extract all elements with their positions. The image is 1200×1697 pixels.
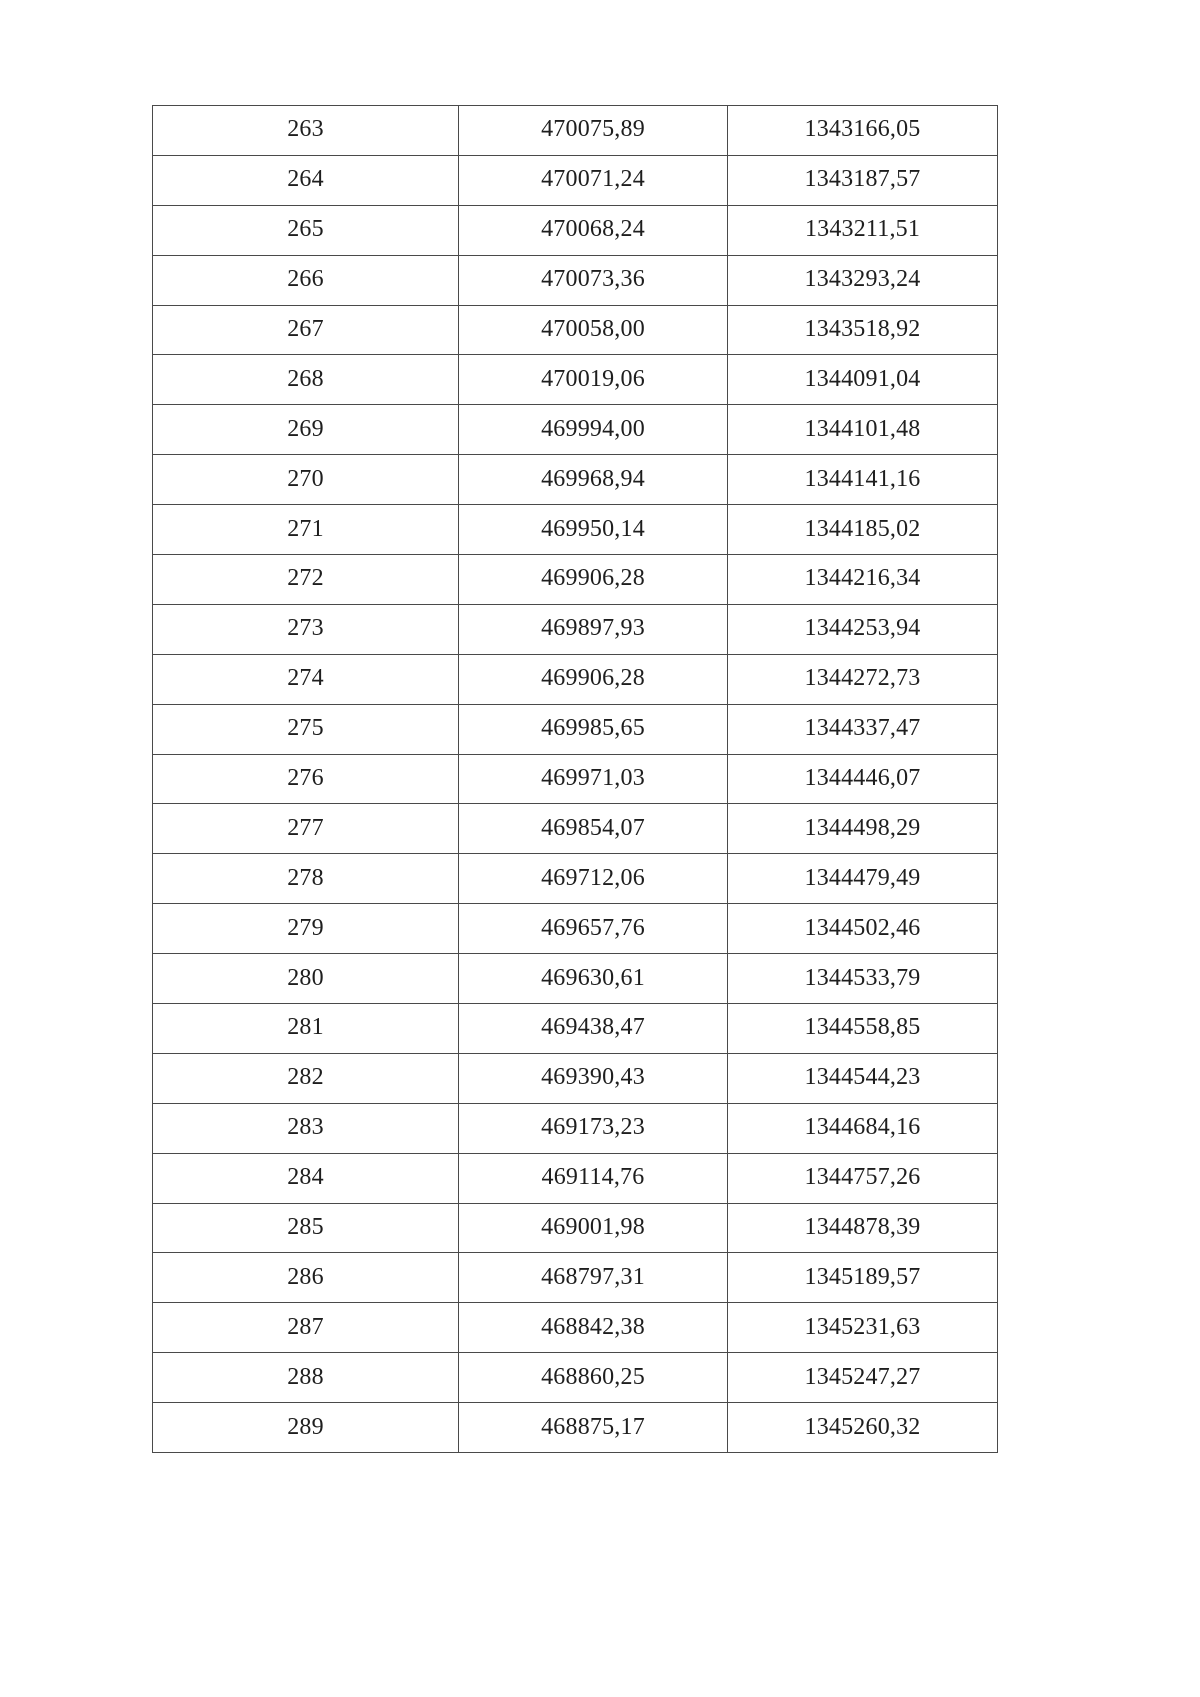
- table-body: [153, 106, 998, 1453]
- coordinate-1-cell: 469906,28: [459, 555, 728, 605]
- coordinate-2-cell: 1344185,02: [728, 505, 998, 555]
- table-row: [153, 1103, 998, 1153]
- table-row: [153, 854, 998, 904]
- point-number-cell: 283: [153, 1103, 459, 1153]
- point-number-cell: 284: [153, 1153, 459, 1203]
- point-number-cell: 288: [153, 1353, 459, 1403]
- coordinate-2-cell: 1344502,46: [728, 904, 998, 954]
- coordinate-1-cell: 469630,61: [459, 954, 728, 1004]
- table-row: [153, 954, 998, 1004]
- table-row: [153, 305, 998, 355]
- coordinate-2-cell: 1344091,04: [728, 355, 998, 405]
- point-number-cell: 286: [153, 1253, 459, 1303]
- coordinate-1-cell: 469001,98: [459, 1203, 728, 1253]
- point-number-cell: 266: [153, 255, 459, 305]
- point-number-cell: 278: [153, 854, 459, 904]
- table-row: [153, 255, 998, 305]
- point-number-cell: 277: [153, 804, 459, 854]
- point-number-cell: 269: [153, 405, 459, 455]
- coordinate-1-cell: 468842,38: [459, 1303, 728, 1353]
- point-number-cell: 264: [153, 155, 459, 205]
- coordinate-2-cell: 1343518,92: [728, 305, 998, 355]
- coordinate-2-cell: 1344479,49: [728, 854, 998, 904]
- table-row: [153, 654, 998, 704]
- point-number-cell: 275: [153, 704, 459, 754]
- point-number-cell: 287: [153, 1303, 459, 1353]
- coordinate-2-cell: 1343211,51: [728, 205, 998, 255]
- table-row: [153, 804, 998, 854]
- table-row: [153, 555, 998, 605]
- table-row: [153, 604, 998, 654]
- coordinate-1-cell: 468797,31: [459, 1253, 728, 1303]
- coordinate-1-cell: 469985,65: [459, 704, 728, 754]
- coordinate-2-cell: 1344533,79: [728, 954, 998, 1004]
- table-row: [153, 1203, 998, 1253]
- coordinate-2-cell: 1345189,57: [728, 1253, 998, 1303]
- table-row: [153, 754, 998, 804]
- table-row: [153, 106, 998, 156]
- coordinate-1-cell: 470071,24: [459, 155, 728, 205]
- table-row: [153, 405, 998, 455]
- coordinate-1-cell: 468875,17: [459, 1403, 728, 1453]
- point-number-cell: 280: [153, 954, 459, 1004]
- coordinate-1-cell: 470058,00: [459, 305, 728, 355]
- point-number-cell: 263: [153, 106, 459, 156]
- coordinate-1-cell: 469950,14: [459, 505, 728, 555]
- coordinate-2-cell: 1345247,27: [728, 1353, 998, 1403]
- coordinate-1-cell: 470075,89: [459, 106, 728, 156]
- coordinate-2-cell: 1344446,07: [728, 754, 998, 804]
- table-row: [153, 1153, 998, 1203]
- table-row: [153, 205, 998, 255]
- point-number-cell: 276: [153, 754, 459, 804]
- coordinate-1-cell: 470073,36: [459, 255, 728, 305]
- coordinate-2-cell: 1344544,23: [728, 1053, 998, 1103]
- point-number-cell: 270: [153, 455, 459, 505]
- coordinate-1-cell: 469173,23: [459, 1103, 728, 1153]
- table-row: [153, 1253, 998, 1303]
- coordinate-2-cell: 1344878,39: [728, 1203, 998, 1253]
- coordinate-2-cell: 1344558,85: [728, 1004, 998, 1054]
- point-number-cell: 289: [153, 1403, 459, 1453]
- coordinate-2-cell: 1344216,34: [728, 555, 998, 605]
- coordinate-1-cell: 469390,43: [459, 1053, 728, 1103]
- table-row: [153, 1303, 998, 1353]
- coordinate-2-cell: 1344337,47: [728, 704, 998, 754]
- coordinate-2-cell: 1345231,63: [728, 1303, 998, 1353]
- table-row: [153, 505, 998, 555]
- coordinate-2-cell: 1344757,26: [728, 1153, 998, 1203]
- table-row: [153, 1053, 998, 1103]
- table-row: [153, 155, 998, 205]
- coordinate-2-cell: 1344141,16: [728, 455, 998, 505]
- point-number-cell: 271: [153, 505, 459, 555]
- point-number-cell: 279: [153, 904, 459, 954]
- point-number-cell: 272: [153, 555, 459, 605]
- point-number-cell: 265: [153, 205, 459, 255]
- coordinate-1-cell: 469968,94: [459, 455, 728, 505]
- table-row: [153, 1403, 998, 1453]
- coordinate-2-cell: 1344684,16: [728, 1103, 998, 1153]
- coordinate-1-cell: 469657,76: [459, 904, 728, 954]
- coordinate-1-cell: 470019,06: [459, 355, 728, 405]
- table-row: [153, 1353, 998, 1403]
- coordinate-2-cell: 1344101,48: [728, 405, 998, 455]
- coordinate-2-cell: 1344498,29: [728, 804, 998, 854]
- coordinate-2-cell: 1343187,57: [728, 155, 998, 205]
- coordinate-1-cell: 469712,06: [459, 854, 728, 904]
- point-number-cell: 273: [153, 604, 459, 654]
- point-number-cell: 274: [153, 654, 459, 704]
- point-number-cell: 281: [153, 1004, 459, 1054]
- table-row: [153, 904, 998, 954]
- table-row: [153, 455, 998, 505]
- coordinate-2-cell: 1343293,24: [728, 255, 998, 305]
- coordinate-2-cell: 1343166,05: [728, 106, 998, 156]
- table-row: [153, 355, 998, 405]
- coordinate-1-cell: 469906,28: [459, 654, 728, 704]
- point-number-cell: 285: [153, 1203, 459, 1253]
- point-number-cell: 268: [153, 355, 459, 405]
- coordinate-2-cell: 1345260,32: [728, 1403, 998, 1453]
- coordinate-1-cell: 469897,93: [459, 604, 728, 654]
- table-row: [153, 704, 998, 754]
- coordinate-1-cell: 469438,47: [459, 1004, 728, 1054]
- coordinate-1-cell: 468860,25: [459, 1353, 728, 1403]
- point-number-cell: 282: [153, 1053, 459, 1103]
- coordinate-1-cell: 469971,03: [459, 754, 728, 804]
- coordinate-1-cell: 470068,24: [459, 205, 728, 255]
- coordinate-2-cell: 1344253,94: [728, 604, 998, 654]
- coordinate-1-cell: 469994,00: [459, 405, 728, 455]
- table-row: [153, 1004, 998, 1054]
- coordinate-2-cell: 1344272,73: [728, 654, 998, 704]
- coordinates-table: [152, 105, 998, 1453]
- point-number-cell: 267: [153, 305, 459, 355]
- coordinate-1-cell: 469114,76: [459, 1153, 728, 1203]
- coordinate-1-cell: 469854,07: [459, 804, 728, 854]
